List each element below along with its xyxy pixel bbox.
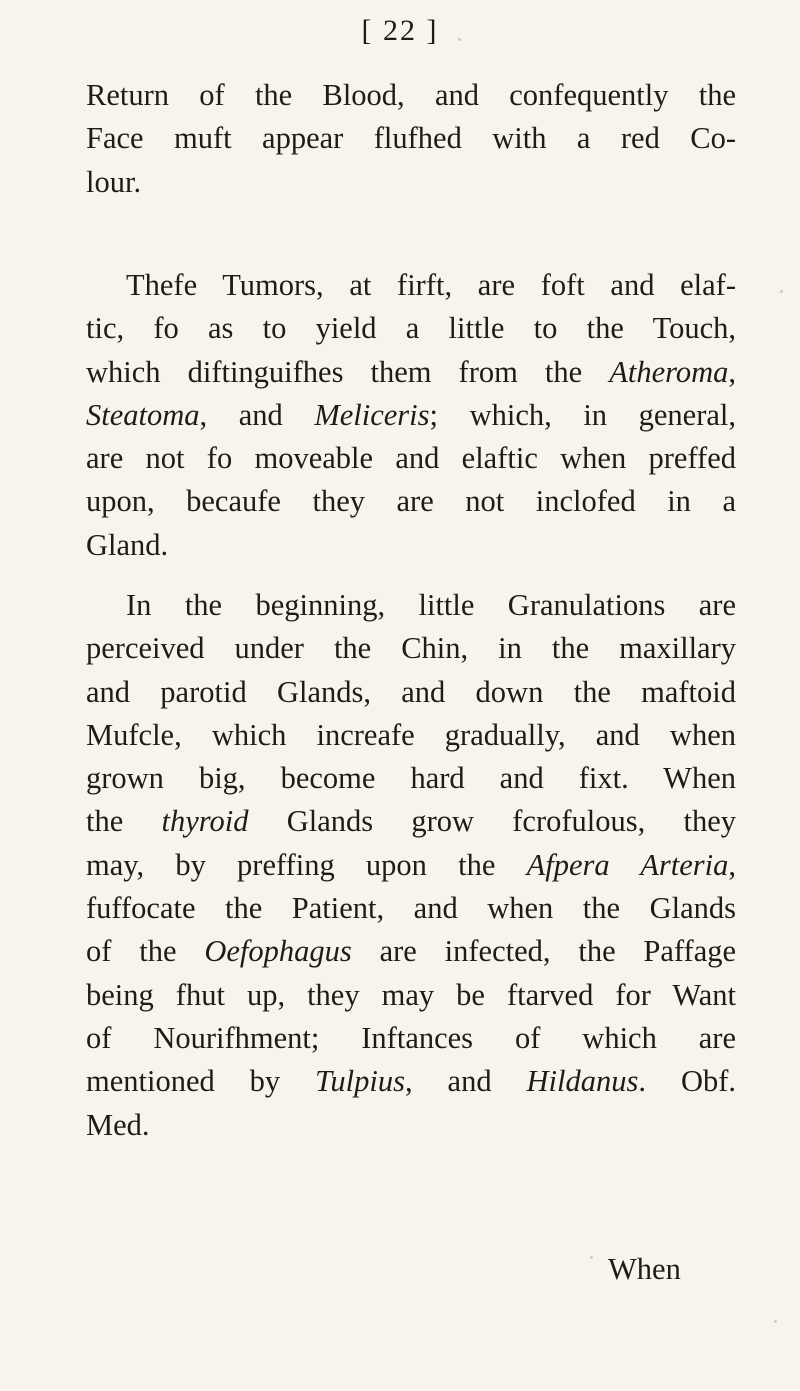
- text-line: grown big, become hard and fixt. When: [86, 761, 736, 796]
- text-line: fuffocate the Patient, and when the Glands: [86, 891, 736, 926]
- text-line: Mufcle, which increafe gradually, and when: [86, 717, 736, 752]
- paper-speck: [458, 38, 461, 41]
- text-line: Gland.: [86, 527, 169, 562]
- italic-term: Tulpius: [315, 1064, 405, 1099]
- text-span: ,: [728, 847, 736, 882]
- text-line: [86, 844, 736, 887]
- text-span: , and: [404, 1064, 492, 1099]
- text-line: [86, 394, 736, 437]
- paragraph-2: [86, 264, 736, 567]
- text-span: Glands grow fcrofulous, they: [286, 804, 736, 839]
- text-line: Face muft appear flufhed with a red Co-: [86, 121, 736, 156]
- paper-speck: [774, 1320, 777, 1323]
- italic-term: Steatoma: [86, 397, 200, 432]
- text-line: [86, 351, 736, 394]
- text-line: In the beginning, little Granulations are: [126, 588, 736, 622]
- paper-speck: [780, 290, 783, 293]
- text-line: and parotid Glands, and down the maftoid: [86, 674, 736, 709]
- text-span: which diftinguifhes them from the: [86, 354, 583, 389]
- italic-term: Afpera Arteria: [526, 847, 729, 882]
- italic-term: Oefophagus: [204, 934, 352, 969]
- text-span: ,: [728, 354, 737, 389]
- paragraph-1: [86, 74, 736, 204]
- text-line: Thefe Tumors, at firft, are foft and elaf-: [126, 268, 736, 302]
- page-number: [ 22 ]: [361, 14, 439, 47]
- text-line: [86, 1060, 736, 1103]
- text-line: being fhut up, they may be ftarved for Want: [86, 977, 736, 1012]
- text-line: Return of the Blood, and confequently the: [86, 78, 736, 112]
- italic-term: Hildanus: [526, 1064, 639, 1099]
- text-span: of the: [86, 934, 177, 969]
- text-span: . Obf.: [638, 1064, 736, 1099]
- italic-term: Meliceris: [314, 397, 430, 432]
- text-line: are not fo moveable and elaftic when preffed: [86, 441, 736, 476]
- catchword: When: [608, 1252, 681, 1286]
- text-line: tic, fo as to yield a little to the Touch,: [86, 311, 736, 346]
- text-line: [86, 930, 736, 973]
- text-span: the: [86, 804, 124, 839]
- text-line: perceived under the Chin, in the maxillary: [86, 631, 736, 666]
- text-span: , and: [199, 397, 283, 432]
- text-line: Med.: [86, 1107, 150, 1142]
- text-span: ; which, in general,: [429, 397, 736, 432]
- text-span: are infected, the Paffage: [379, 934, 737, 969]
- text-span: mentioned by: [86, 1064, 281, 1099]
- text-line: lour.: [86, 164, 142, 199]
- text-line: upon, becaufe they are not inclofed in a: [86, 484, 736, 519]
- paragraph-3: [86, 584, 736, 1147]
- text-span: may, by preffing upon the: [86, 847, 496, 882]
- text-line: [86, 800, 736, 843]
- text-line: of Nourifhment; Inftances of which are: [86, 1020, 736, 1055]
- italic-term: thyroid: [161, 804, 249, 839]
- italic-term: Atheroma: [609, 354, 729, 389]
- paper-speck: [590, 1256, 593, 1259]
